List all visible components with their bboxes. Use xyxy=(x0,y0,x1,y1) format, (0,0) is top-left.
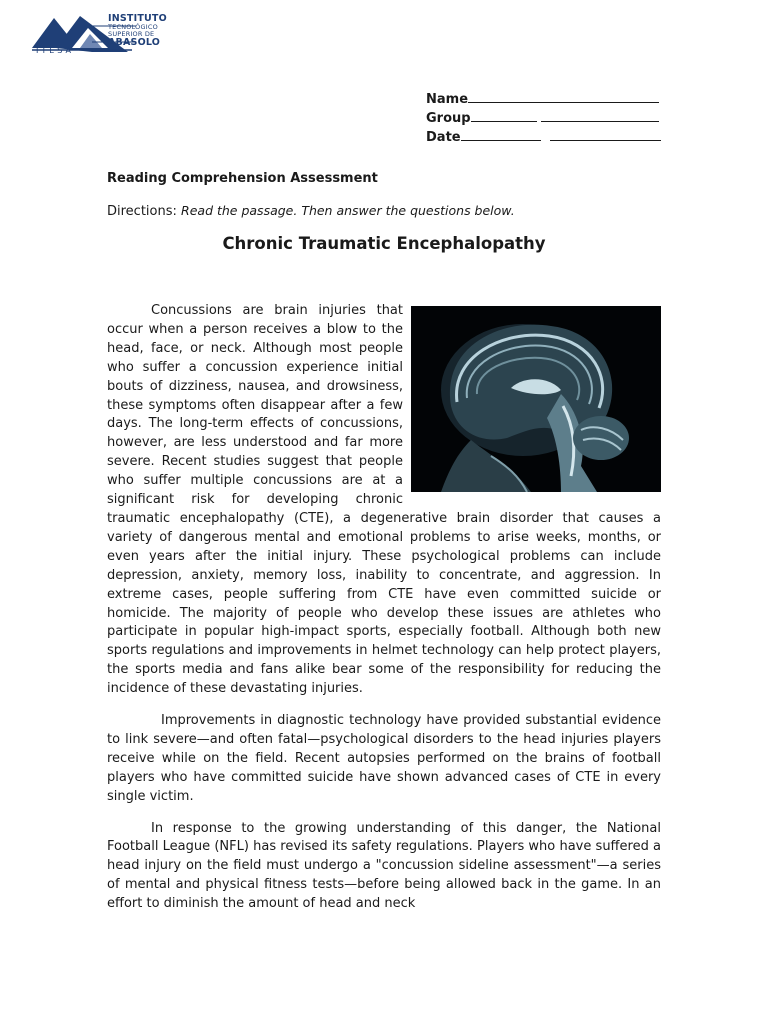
group-blank-2[interactable] xyxy=(541,109,659,122)
institution-line: TECNOLÓGICO xyxy=(108,23,158,31)
name-field[interactable] xyxy=(426,90,661,109)
directions-text: Read the passage. Then answer the questions below. xyxy=(181,203,515,218)
passage-body xyxy=(107,302,661,927)
date-blank-2[interactable] xyxy=(550,128,661,141)
student-info-form xyxy=(426,90,661,147)
institution-line: INSTITUTO xyxy=(108,13,167,24)
institution-abbreviation: ITESA xyxy=(36,46,74,55)
group-blank[interactable] xyxy=(471,109,537,122)
passage-paragraph: Improvements in diagnostic technology have provided substantial evidence to link severe—and often fatal—psychological disorders to the head injuries players receive while on the field. Recent autopsies performed on the brains of football players who have committed suicide have shown advanced cases of CTE in every single victim. xyxy=(107,713,661,804)
institution-line: SUPERIOR DE xyxy=(108,30,155,38)
passage-paragraph: Concussions are brain injuries that occur when a person receives a blow to the head, face, or neck. Although most people who suffer a concussion experience initial bouts of dizziness, nausea, and drowsiness, these symptoms often disappear after a few days. The long-term effects of concussions, however, are less understood and far more severe. Recent studies suggest that people who suffer multiple concussions are at a significant risk for developing chronic traumatic encephalopathy (CTE), a degenerative brain disorder that causes a variety of dangerous mental and emotional problems to arise weeks, months, or even years after the initial injury. These psychological problems can include depression, anxiety, memory loss, inability to concentrate, and aggression. In extreme cases, people suffering from CTE have even committed suicide or homicide. The majority of people who develop these issues are athletes who participate in popular high-impact sports, especially football. Although both new sports regulations and improvements in helmet technology can help protect players, the sports media and fans alike bear some of the responsibility for reducing the incidence of these devastating injuries. xyxy=(107,303,661,697)
passage-paragraph: In response to the growing understanding of this danger, the National Football League (NFL) has revised its safety regulations. Players who have suffered a head injury on the field must undergo a "concussion sideline assessment"—a series of mental and physical fitness tests—before being allowed back in the game. In an effort to diminish the amount of head and neck xyxy=(107,820,661,912)
date-label: Date xyxy=(426,130,461,145)
directions xyxy=(107,203,515,219)
date-field[interactable] xyxy=(426,128,661,147)
institution-line: ABASOLO xyxy=(108,37,161,48)
date-blank[interactable] xyxy=(461,128,541,141)
name-label: Name xyxy=(426,92,469,107)
assessment-title: Reading Comprehension Assessment xyxy=(107,171,378,186)
name-blank[interactable] xyxy=(468,90,659,103)
group-field[interactable] xyxy=(426,109,661,128)
institution-name xyxy=(108,14,198,48)
directions-label: Directions: xyxy=(107,204,177,219)
passage-title: Chronic Traumatic Encephalopathy xyxy=(222,234,546,253)
group-label: Group xyxy=(426,111,471,126)
mri-brain-scan-image xyxy=(411,306,661,492)
